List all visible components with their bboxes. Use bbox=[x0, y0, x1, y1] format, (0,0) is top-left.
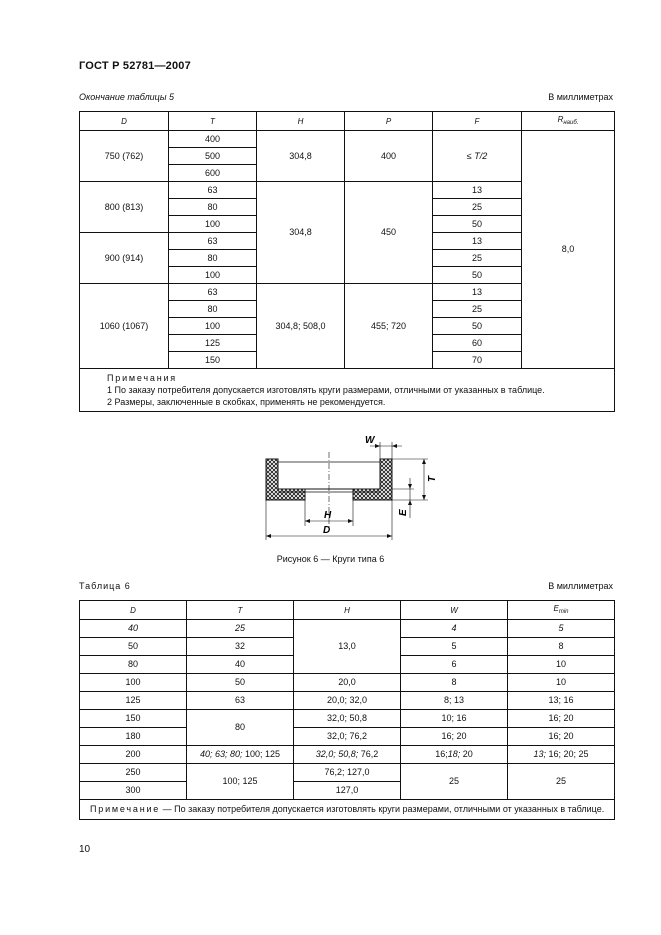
table-row bbox=[80, 620, 615, 638]
header-d: D bbox=[80, 601, 187, 620]
cell-d: 150 bbox=[80, 710, 187, 728]
cell-p: 400 bbox=[345, 131, 433, 182]
cell-p: 455; 720 bbox=[345, 284, 433, 369]
cell-p: 450 bbox=[345, 182, 433, 284]
table-row bbox=[80, 746, 615, 764]
notes-title: Примечания bbox=[107, 373, 177, 383]
cell-d: 40 bbox=[80, 620, 187, 638]
cell-w-b: 20 bbox=[460, 749, 473, 759]
cell-e: 10 bbox=[508, 674, 615, 692]
cell-d: 750 (762) bbox=[80, 131, 169, 182]
cell-e: 16; 20 bbox=[508, 710, 615, 728]
cell-w: 6 bbox=[401, 656, 508, 674]
cell-d: 800 (813) bbox=[80, 182, 169, 233]
header-w: W bbox=[401, 601, 508, 620]
table5-units: В миллиметрах bbox=[548, 92, 613, 102]
table6-note-row bbox=[80, 800, 615, 820]
w-dimension bbox=[370, 442, 402, 459]
cell-h: 304,8; 508,0 bbox=[257, 284, 345, 369]
cell-t: 63 bbox=[169, 182, 257, 199]
table-row bbox=[80, 131, 615, 148]
cell-w: 8; 13 bbox=[401, 692, 508, 710]
header-e bbox=[508, 601, 615, 620]
cell-f: 50 bbox=[433, 216, 522, 233]
cell-f: 13 bbox=[433, 233, 522, 250]
cell-t: 100 bbox=[169, 318, 257, 335]
cell-t: 600 bbox=[169, 165, 257, 182]
label-h: H bbox=[324, 510, 332, 521]
cell-t: 80 bbox=[169, 301, 257, 318]
cell-f: 25 bbox=[433, 199, 522, 216]
cell-t bbox=[187, 746, 294, 764]
header-e-sub: min bbox=[558, 608, 569, 615]
table-row bbox=[80, 710, 615, 728]
cell-t: 100 bbox=[169, 267, 257, 284]
cell-f: 50 bbox=[433, 318, 522, 335]
cell-d: 180 bbox=[80, 728, 187, 746]
figure-6-drawing bbox=[250, 430, 440, 540]
cell-t-italic: 40; 63; 80; bbox=[199, 749, 243, 759]
cell-f: 60 bbox=[433, 335, 522, 352]
table5-notes-row bbox=[80, 369, 615, 412]
header-d: D bbox=[80, 112, 169, 131]
figure-caption: Рисунок 6 — Круги типа 6 bbox=[276, 554, 385, 564]
cell-d: 300 bbox=[80, 782, 187, 800]
cell-h: 127,0 bbox=[294, 782, 401, 800]
label-e: E bbox=[398, 509, 409, 516]
cell-w: 25 bbox=[401, 764, 508, 800]
table5 bbox=[79, 111, 615, 412]
label-t: T bbox=[427, 475, 438, 482]
cell-t: 63 bbox=[187, 692, 294, 710]
header-h: H bbox=[257, 112, 345, 131]
label-w: W bbox=[365, 435, 375, 446]
cell-t: 100 bbox=[169, 216, 257, 233]
cell-t: 63 bbox=[169, 233, 257, 250]
note-text: — По заказу потребителя допускается изготовлять круги размерами, отличными от указанных в таблице. bbox=[160, 804, 605, 814]
header-r-main: R bbox=[557, 114, 564, 124]
cell-h: 304,8 bbox=[257, 182, 345, 284]
cell-w: 8 bbox=[401, 674, 508, 692]
cell-d: 50 bbox=[80, 638, 187, 656]
table5-notes bbox=[80, 369, 615, 412]
note-1: 1 По заказу потребителя допускается изготовлять круги размерами, отличными от указанных в таблице. bbox=[107, 385, 545, 395]
header-p: P bbox=[345, 112, 433, 131]
cell-e: 8 bbox=[508, 638, 615, 656]
cell-t: 500 bbox=[169, 148, 257, 165]
cell-w bbox=[401, 746, 508, 764]
table6-note bbox=[80, 800, 615, 820]
cell-f: 13 bbox=[433, 182, 522, 199]
header-f: F bbox=[433, 112, 522, 131]
cell-e-rest: 16; 20; 25 bbox=[545, 749, 589, 759]
header-t: T bbox=[187, 601, 294, 620]
table-row bbox=[80, 764, 615, 782]
cell-t: 150 bbox=[169, 352, 257, 369]
cell-f: 13 bbox=[433, 284, 522, 301]
note-title: Примечание bbox=[90, 804, 161, 814]
document-header: ГОСТ Р 52781—2007 bbox=[79, 60, 191, 72]
cell-w: 16; 20 bbox=[401, 728, 508, 746]
cell-t: 80 bbox=[169, 199, 257, 216]
header-h: H bbox=[294, 601, 401, 620]
cell-f: ≤ T/2 bbox=[433, 131, 522, 182]
header-r bbox=[522, 112, 615, 131]
cell-w: 10; 16 bbox=[401, 710, 508, 728]
note-2: 2 Размеры, заключенные в скобках, применять не рекомендуется. bbox=[107, 397, 386, 407]
cell-f: 25 bbox=[433, 250, 522, 267]
cell-d: 100 bbox=[80, 674, 187, 692]
cell-w-a: 16; bbox=[435, 749, 448, 759]
table6-header-row bbox=[80, 601, 615, 620]
cell-h bbox=[294, 746, 401, 764]
cell-t-rest: 100; 125 bbox=[242, 749, 281, 759]
cell-w: 5 bbox=[401, 638, 508, 656]
cell-h: 76,2; 127,0 bbox=[294, 764, 401, 782]
cell-t: 400 bbox=[169, 131, 257, 148]
cell-t: 125 bbox=[169, 335, 257, 352]
cell-t: 32 bbox=[187, 638, 294, 656]
cell-d: 1060 (1067) bbox=[80, 284, 169, 369]
cell-t: 80 bbox=[169, 250, 257, 267]
cell-h-rest: 76,2 bbox=[358, 749, 379, 759]
cell-e: 25 bbox=[508, 764, 615, 800]
header-t: T bbox=[169, 112, 257, 131]
table5-caption: Окончание таблицы 5 bbox=[79, 92, 174, 102]
cell-e: 10 bbox=[508, 656, 615, 674]
table6-units: В миллиметрах bbox=[548, 581, 613, 591]
header-r-sub: наиб. bbox=[563, 119, 579, 126]
cell-t: 40 bbox=[187, 656, 294, 674]
cell-h: 304,8 bbox=[257, 131, 345, 182]
cell-d: 250 bbox=[80, 764, 187, 782]
cell-e: 5 bbox=[508, 620, 615, 638]
cell-d: 900 (914) bbox=[80, 233, 169, 284]
cell-e bbox=[508, 746, 615, 764]
cell-d: 200 bbox=[80, 746, 187, 764]
cell-h: 20,0 bbox=[294, 674, 401, 692]
cell-r: 8,0 bbox=[522, 131, 615, 369]
page-number: 10 bbox=[79, 844, 91, 855]
cell-e-italic: 13; bbox=[533, 749, 546, 759]
cell-h-italic: 32,0; 50,8; bbox=[315, 749, 359, 759]
cell-w-italic: 18; bbox=[447, 749, 461, 759]
cell-e: 16; 20 bbox=[508, 728, 615, 746]
label-d: D bbox=[323, 525, 331, 536]
header-e-main: E bbox=[553, 603, 559, 613]
cell-h: 32,0; 50,8 bbox=[294, 710, 401, 728]
cell-h: 20,0; 32,0 bbox=[294, 692, 401, 710]
cell-e: 13; 16 bbox=[508, 692, 615, 710]
cell-w: 4 bbox=[401, 620, 508, 638]
cell-d: 125 bbox=[80, 692, 187, 710]
cell-d: 80 bbox=[80, 656, 187, 674]
cell-f: 70 bbox=[433, 352, 522, 369]
table-row bbox=[80, 728, 615, 746]
cell-t: 63 bbox=[169, 284, 257, 301]
table-row bbox=[80, 674, 615, 692]
table-row bbox=[80, 692, 615, 710]
cell-t: 100; 125 bbox=[187, 764, 294, 800]
table5-header-row bbox=[80, 112, 615, 131]
cell-t: 50 bbox=[187, 674, 294, 692]
cell-f: 25 bbox=[433, 301, 522, 318]
cell-h: 13,0 bbox=[294, 620, 401, 674]
cell-t: 25 bbox=[187, 620, 294, 638]
cell-f: 50 bbox=[433, 267, 522, 284]
cell-t: 80 bbox=[187, 710, 294, 746]
cell-h: 32,0; 76,2 bbox=[294, 728, 401, 746]
table6-caption: Таблица 6 bbox=[79, 581, 131, 591]
table6 bbox=[79, 600, 615, 820]
